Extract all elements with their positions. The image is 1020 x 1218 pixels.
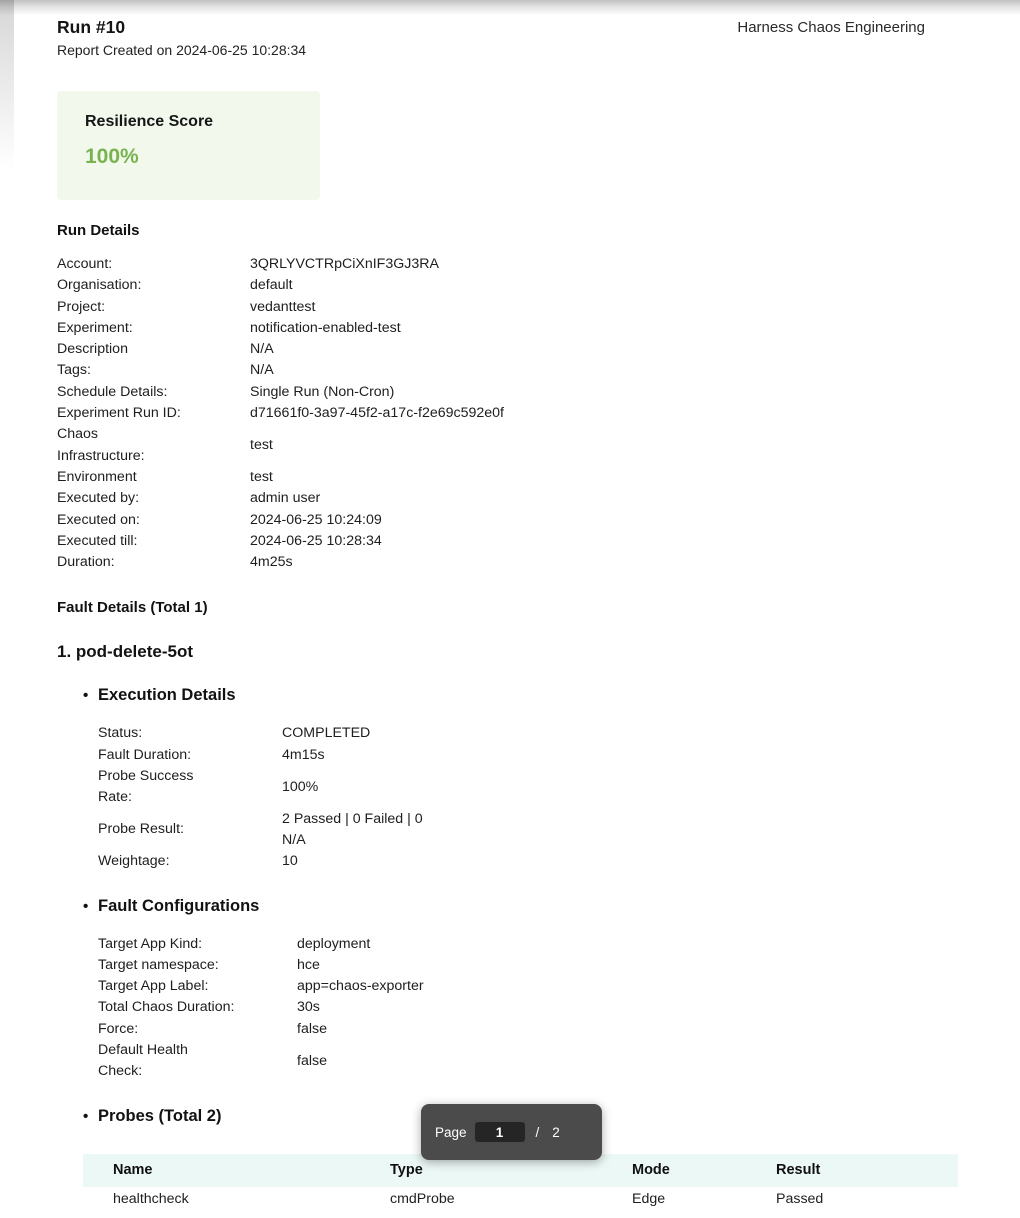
detail-row	[57, 360, 1020, 381]
detail-value	[250, 403, 504, 424]
detail-label	[98, 766, 282, 809]
detail-value-line: admin user	[250, 490, 321, 507]
detail-row	[98, 997, 1020, 1018]
detail-value	[250, 435, 273, 456]
detail-value	[250, 531, 382, 552]
detail-row	[57, 403, 1020, 424]
detail-value	[250, 467, 273, 488]
detail-row	[57, 318, 1020, 339]
report-header	[57, 16, 1020, 58]
detail-value	[282, 745, 325, 766]
page-title: Run #10	[57, 17, 126, 37]
table-cell: Edge	[632, 1190, 666, 1207]
detail-label	[57, 403, 250, 424]
detail-value	[250, 318, 401, 339]
detail-label-line: Chaos	[57, 426, 99, 443]
detail-value-line: vedanttest	[250, 298, 316, 315]
detail-label	[98, 819, 282, 840]
detail-row	[98, 723, 1020, 744]
detail-label-line: Fault Duration:	[98, 746, 192, 763]
detail-label-line: Target App Label:	[98, 978, 209, 995]
execution-details-heading: • Execution Details	[83, 686, 1020, 705]
detail-value-line: 10	[282, 853, 298, 870]
detail-label	[57, 531, 250, 552]
detail-value	[297, 976, 424, 997]
run-details-heading: Run Details	[57, 222, 140, 239]
column-header: Result	[776, 1162, 821, 1179]
detail-row	[57, 531, 1020, 552]
detail-label-line: Rate:	[98, 789, 132, 806]
detail-value-line: test	[250, 468, 273, 485]
detail-value	[250, 297, 315, 318]
page-number-input[interactable]	[475, 1122, 525, 1142]
page-total-count: 2	[552, 1124, 560, 1140]
detail-value-line: hce	[297, 956, 320, 973]
detail-value-line: test	[250, 437, 273, 454]
detail-value-line: N/A	[282, 831, 306, 848]
detail-label-line: Description	[57, 341, 128, 358]
detail-value-line: N/A	[250, 362, 274, 379]
detail-value-line: deployment	[297, 935, 371, 952]
detail-label-line: Experiment:	[57, 319, 133, 336]
probes-body	[83, 1187, 958, 1218]
detail-label	[98, 997, 297, 1018]
detail-label-line: Weightage:	[98, 853, 170, 870]
detail-label	[98, 1019, 297, 1040]
detail-label	[57, 339, 250, 360]
resilience-score-value: 100%	[85, 145, 139, 168]
detail-value	[250, 254, 439, 275]
detail-label	[57, 488, 250, 509]
detail-row	[98, 934, 1020, 955]
detail-value-line: 2024-06-25 10:28:34	[250, 532, 382, 549]
fault-configurations-table	[98, 934, 1020, 1083]
detail-label	[57, 275, 250, 296]
detail-label-line: Organisation:	[57, 277, 142, 294]
detail-value	[297, 1051, 327, 1072]
detail-label	[98, 1040, 297, 1083]
detail-row	[57, 297, 1020, 318]
probes-heading: • Probes (Total 2)	[83, 1107, 1020, 1126]
report-created-timestamp: Report Created on 2024-06-25 10:28:34	[57, 42, 307, 58]
table-cell: cmdProbe	[390, 1190, 455, 1207]
detail-value-line: false	[297, 1020, 327, 1037]
run-details-table	[57, 254, 1020, 573]
detail-label-line: Account:	[57, 256, 113, 272]
detail-label	[57, 552, 250, 573]
detail-value	[282, 851, 298, 872]
detail-value	[282, 723, 370, 744]
detail-value-line: 2 Passed | 0 Failed | 0	[282, 810, 423, 827]
detail-value-line: notification-enabled-test	[250, 319, 401, 336]
brand-name: Harness Chaos Engineering	[737, 19, 925, 36]
column-header: Type	[390, 1162, 423, 1179]
table-cell: Passed	[776, 1190, 824, 1207]
detail-label	[57, 318, 250, 339]
detail-label-line: Tags:	[57, 362, 91, 379]
detail-value-line: false	[297, 1052, 327, 1069]
detail-value-line: 4m25s	[250, 554, 293, 571]
detail-row	[98, 1040, 1020, 1083]
detail-label	[57, 297, 250, 318]
report-header-left	[57, 16, 306, 58]
detail-label-line: Duration:	[57, 554, 115, 571]
detail-value-line: default	[250, 277, 293, 294]
detail-label-line: Force:	[98, 1020, 139, 1037]
detail-value-line: app=chaos-exporter	[297, 978, 424, 995]
detail-label	[98, 745, 282, 766]
detail-label-line: Environment	[57, 468, 137, 485]
detail-value	[250, 360, 274, 381]
page-indicator	[421, 1104, 602, 1160]
table-cell: healthcheck	[113, 1190, 189, 1207]
detail-value	[250, 552, 293, 573]
detail-row	[57, 254, 1020, 275]
detail-value-line: N/A	[250, 341, 274, 358]
page-indicator-separator: /	[535, 1124, 540, 1140]
detail-label-line: Total Chaos Duration:	[98, 999, 235, 1016]
detail-row	[57, 510, 1020, 531]
page-indicator-label: Page	[435, 1124, 467, 1140]
detail-row	[98, 1019, 1020, 1040]
detail-row	[57, 552, 1020, 573]
detail-value-line: COMPLETED	[282, 725, 371, 742]
detail-label-line: Check:	[98, 1063, 143, 1080]
detail-label	[98, 976, 297, 997]
detail-label-line: Project:	[57, 298, 106, 315]
detail-value	[282, 777, 318, 798]
detail-label-line: Infrastructure:	[57, 447, 145, 464]
detail-value-line: Single Run (Non-Cron)	[250, 383, 395, 400]
detail-value	[297, 1019, 327, 1040]
column-header: Name	[113, 1162, 153, 1179]
detail-label-line: Executed on:	[57, 511, 140, 528]
detail-label	[57, 382, 250, 403]
detail-value	[250, 488, 320, 509]
detail-label	[57, 254, 250, 275]
detail-label	[57, 467, 250, 488]
detail-value-line: 2024-06-25 10:24:09	[250, 511, 382, 528]
detail-value-line: d71661f0-3a97-45f2-a17c-f2e69c592e0f	[250, 405, 505, 422]
detail-label-line: Schedule Details:	[57, 383, 168, 400]
detail-value	[297, 934, 370, 955]
detail-value	[282, 809, 423, 852]
detail-row	[98, 766, 1020, 809]
detail-value	[297, 955, 320, 976]
detail-row	[57, 339, 1020, 360]
detail-value-line: 100%	[282, 778, 319, 795]
detail-label-line: Status:	[98, 725, 143, 742]
detail-row	[57, 467, 1020, 488]
fault-name: 1. pod-delete-5ot	[57, 642, 194, 662]
detail-row	[98, 851, 1020, 872]
detail-row	[98, 976, 1020, 997]
detail-value	[250, 382, 394, 403]
detail-label	[57, 510, 250, 531]
detail-label-line: Target namespace:	[98, 956, 219, 973]
detail-label-line: Executed by:	[57, 490, 140, 507]
detail-value-line: 30s	[297, 999, 320, 1016]
detail-value	[250, 339, 274, 360]
detail-row	[57, 275, 1020, 296]
detail-row	[57, 424, 1020, 467]
resilience-card	[57, 91, 320, 200]
execution-details-table	[98, 723, 1020, 872]
detail-row	[98, 809, 1020, 852]
detail-row	[57, 382, 1020, 403]
detail-label-line: Probe Result:	[98, 821, 184, 838]
detail-value	[250, 510, 382, 531]
probes-table	[83, 1154, 958, 1218]
resilience-score-label: Resilience Score	[85, 113, 214, 130]
fault-details-heading: Fault Details (Total 1)	[57, 599, 208, 617]
detail-value-line: 3QRLYVCTRpCiXnIF3GJ3RA	[250, 256, 439, 272]
detail-label	[98, 955, 297, 976]
detail-row	[98, 955, 1020, 976]
column-header: Mode	[632, 1162, 670, 1179]
detail-label-line: Probe Success	[98, 768, 194, 785]
detail-label	[98, 851, 282, 872]
detail-label	[98, 934, 297, 955]
detail-value-line: 4m15s	[282, 746, 325, 763]
detail-value	[297, 997, 320, 1018]
detail-row	[98, 745, 1020, 766]
detail-value	[250, 275, 293, 296]
detail-label	[57, 424, 250, 467]
detail-label-line: Target App Kind:	[98, 935, 203, 952]
detail-label-line: Experiment Run ID:	[57, 405, 181, 422]
detail-label	[98, 723, 282, 744]
detail-label	[57, 360, 250, 381]
detail-label-line: Default Health	[98, 1042, 188, 1059]
detail-row	[57, 488, 1020, 509]
fault-configurations-heading: • Fault Configurations	[83, 897, 1020, 916]
detail-label-line: Executed till:	[57, 532, 138, 549]
table-row	[83, 1187, 958, 1218]
